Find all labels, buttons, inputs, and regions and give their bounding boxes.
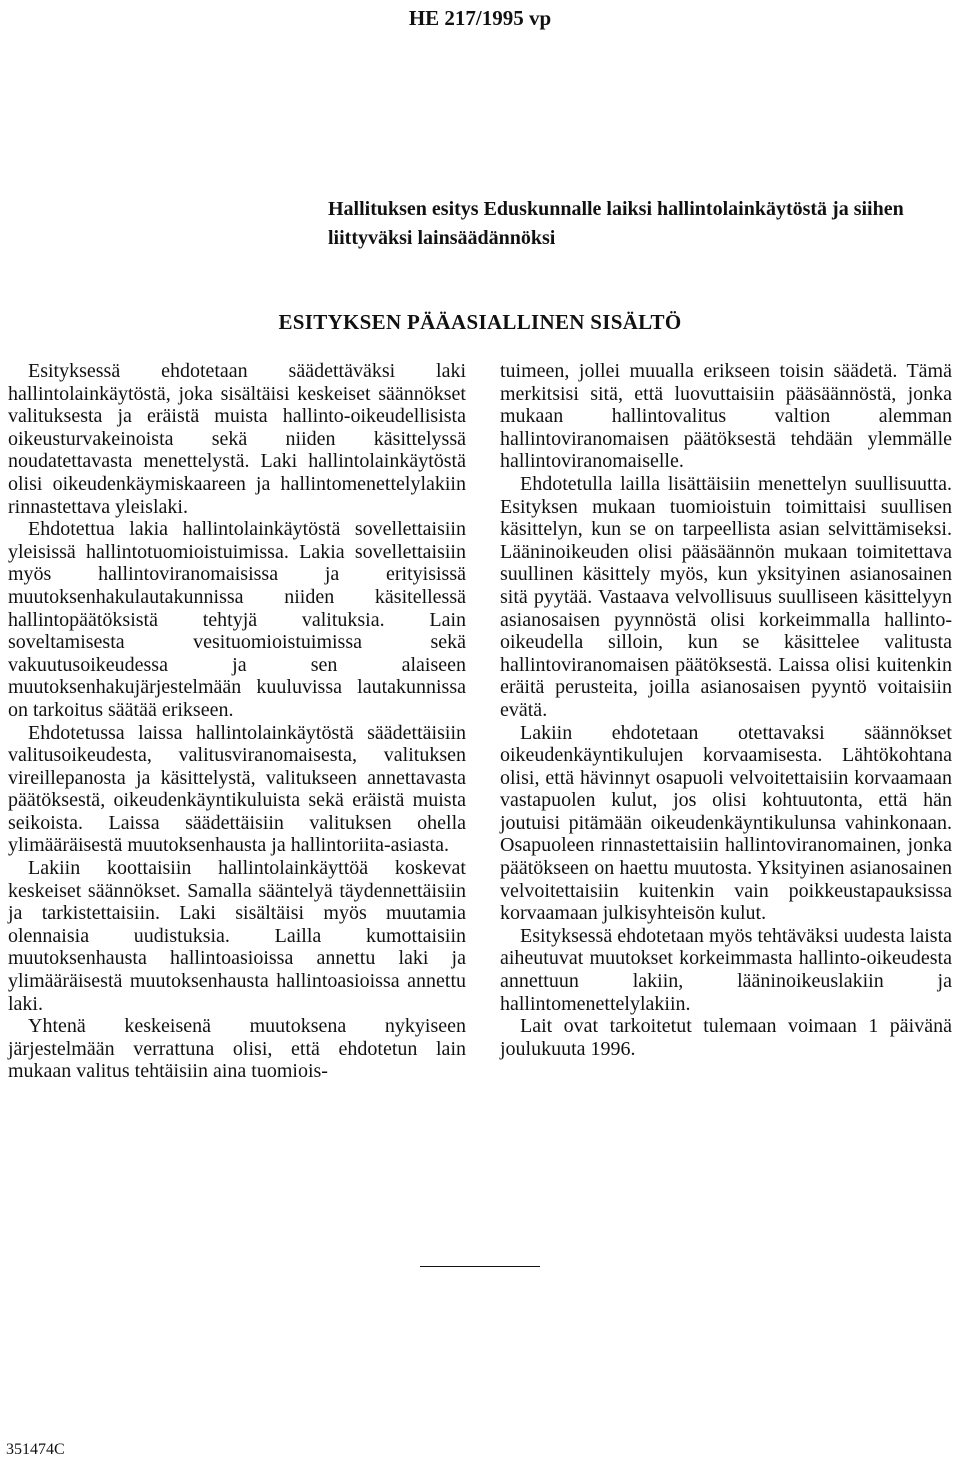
document-code: 351474C [6, 1441, 65, 1458]
left-column [8, 360, 466, 1083]
right-column [500, 360, 952, 1060]
left-paragraph-2: Ehdotettua lakia hallintolainkäytöstä sovellettaisiin yleisissä hallintotuomioistuimissa. Lakia sovellettaisiin myös hallintoviranomaisissa ja erityisissä muutoksenhakulautakunnissa niiden käsitellessä hallintopäätöksistä tehtyjä valituksia. Lain soveltamisesta vesituomioistuimissa sekä vakuutusoikeudessa ja sen alaiseen muutoksenhakujärjestelmään kuuluvissa lautakunnissa on tarkoitus säätää erikseen. [8, 518, 466, 721]
left-paragraph-5: Yhtenä keskeisenä muutoksena nykyiseen järjestelmään verrattuna olisi, että ehdotetun lain mukaan valitus tehtäisiin aina tuomiois- [8, 1015, 466, 1083]
right-paragraph-4: Esityksessä ehdotetaan myös tehtäväksi uudesta laista aiheutuvat muutokset korkeimmasta hallinto-oikeudesta annettuun lakiin, lääninoikeuslakiin ja hallintomenettelylakiin. [500, 924, 952, 1015]
footnote-divider [420, 1266, 540, 1267]
right-paragraph-3: Lakiin ehdotetaan otettavaksi säännökset oikeudenkäyntikulujen korvaamisesta. Lähtökohtana olisi, että hävinnyt osapuoli velvoitettaisiin korvaamaan vastapuolen kulut, jos olisi kohtuutonta, että hän joutuisi pitämään oikeudenkäyntikulunsa vahinkonaan. Osapuoleen rinnastettaisiin hallintoviranomainen, jonka päätökseen on haettu muutosta. Yksityinen asianosainen velvoitettaisiin kuitenkin vain poikkeustapauksissa korvaamaan julkisyhteisön kulut. [500, 721, 952, 925]
document-title: Hallituksen esitys Eduskunnalle laiksi hallintolainkäytöstä ja siihen liittyväksi lainsäädännöksi [328, 198, 904, 249]
section-heading: ESITYKSEN PÄÄASIALLINEN SISÄLTÖ [278, 310, 682, 334]
left-paragraph-1: Esityksessä ehdotetaan säädettäväksi laki hallintolainkäytöstä, joka sisältäisi keskeiset säännökset valituksesta ja eräistä muista hallinto-oikeudellisista oikeusturvakeinoista sekä niiden käsittelyssä noudatettavasta menettelystä. Laki hallintolainkäytöstä olisi oikeudenkäymiskaareen ja hallintomenettelylakiin rinnastettava yleislaki. [8, 360, 466, 518]
right-paragraph-1: tuimeen, jollei muualla erikseen toisin säädetä. Tämä merkitsisi sitä, että luovuttaisiin pääsäännöstä, jonka mukaan hallintovalitus valtion alemman hallintoviranomaisen päätöksestä tehdään ylemmälle hallintoviranomaiselle. [500, 360, 952, 473]
right-paragraph-2: Ehdotetulla lailla lisättäisiin menettelyn suullisuutta. Esityksen mukaan tuomioistuin toimittaisi suullisen käsittelyn, kun se on tarpeellista asian selvittämiseksi. Lääninoikeuden olisi pääsäännön mukaan toimitettava suullinen käsittely myös, kun yksityinen asianosainen sitä pyytää. Vastaava velvollisuus suulliseen käsittelyyn asianosaisen pyynnöstä olisi korkeimmalla hallinto-oikeudella silloin, kun se käsittelee valitusta hallintoviranomaisen päätöksestä. Laissa olisi kuitenkin eräitä perusteita, joilla asianosaisen pyyntö voitaisiin evätä. [500, 472, 952, 721]
right-paragraph-5: Lait ovat tarkoitetut tulemaan voimaan 1 päivänä joulukuuta 1996. [500, 1015, 952, 1060]
document-header: HE 217/1995 vp [408, 6, 552, 30]
left-paragraph-4: Lakiin koottaisiin hallintolainkäyttöä koskevat keskeiset säännökset. Samalla sääntelyä täydennettäisiin ja tarkistettaisiin. Laki sisältäisi myös muutamia olennaisia uudistuksia. Lailla kumottaisiin muutoksenhausta hallintoasioissa annettu laki ja ylimääräisestä muutoksenhausta hallintoasioissa annettu laki. [8, 857, 466, 1015]
left-paragraph-3: Ehdotetussa laissa hallintolainkäytöstä säädettäisiin valitusoikeudesta, valitusviranomaisesta, valituksen vireillepanosta ja käsittelystä, valitukseen annettavasta päätöksestä, oikeudenkäyntikuluista sekä eräistä muista seikoista. Laissa säädettäisiin valituksen ohella ylimääräisestä muutoksenhausta ja hallintoriita-asiasta. [8, 721, 466, 857]
